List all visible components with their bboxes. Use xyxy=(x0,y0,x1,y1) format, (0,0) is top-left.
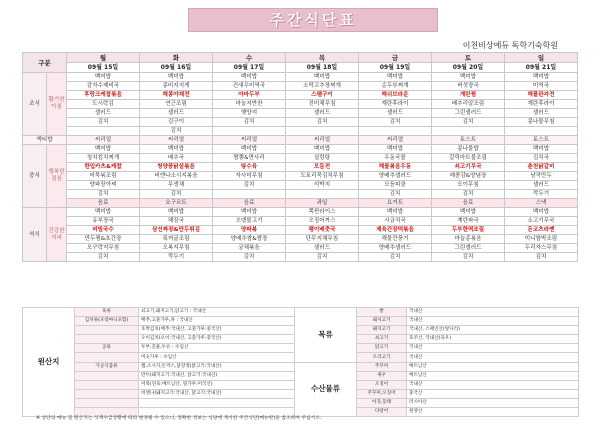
origin-right-key: 오징어 xyxy=(357,380,407,389)
dinner-row xyxy=(23,208,578,217)
menu-cell: 삼선짜장&만두튀김 xyxy=(140,226,213,235)
menu-cell: 백미밥 xyxy=(432,73,505,82)
origin-left-key: 육류 xyxy=(75,308,139,317)
date-header: 09월 21일 xyxy=(505,63,578,73)
menu-cell: 마늘종볶음 xyxy=(432,235,505,244)
lunch-sub-label: 행복한 점심 xyxy=(47,145,67,208)
menu-cell: 샐러드 xyxy=(286,244,359,253)
menu-cell: 후랑크케찹볶음 xyxy=(67,91,140,100)
origin-right-value: 원양산 xyxy=(407,408,579,417)
origin-body xyxy=(23,308,579,417)
origin-left-key xyxy=(75,371,139,380)
breakfast-row xyxy=(23,118,578,127)
menu-cell: 김구이 xyxy=(140,118,213,127)
menu-cell: 청치킴치찌개 xyxy=(67,154,140,163)
menu-cell: 백미밥 xyxy=(67,73,140,82)
menu-cell: 김치 xyxy=(432,253,505,262)
menu-cell: 설렁탕 xyxy=(286,154,359,163)
origin-left-key xyxy=(75,335,139,344)
dinner-row xyxy=(23,226,578,235)
origin-left-value: 쇠고기,돼지고기,닭고기 : 국내산 xyxy=(139,308,295,317)
breakfast-row xyxy=(23,127,578,136)
menu-cell: 백미밥 xyxy=(67,145,140,154)
menu-cell: 김치 xyxy=(286,253,359,262)
menu-cell: 샐러드 xyxy=(67,109,140,118)
date-header: 09월 15일 xyxy=(67,63,140,73)
menu-cell: 양배추쌈&쌈장 xyxy=(213,235,286,244)
day-header: 일 xyxy=(505,53,578,63)
menu-cell: 제육간장떡볶음 xyxy=(359,226,432,235)
menu-cell: 스낵 xyxy=(505,199,578,208)
lunch-drink-row xyxy=(23,199,578,208)
day-header: 화 xyxy=(140,53,213,63)
menu-cell: 김치 xyxy=(286,118,359,127)
menu-cell: 만두찜&초간장 xyxy=(67,235,140,244)
origin-right-label: 목류 xyxy=(295,308,357,363)
menu-cell: 비빔국수 xyxy=(67,226,140,235)
dinner-row xyxy=(23,235,578,244)
menu-cell: 마늘지반찬 xyxy=(213,100,286,109)
origin-right-value: 호주산, 국내산(육우) xyxy=(407,335,579,344)
menu-cell xyxy=(213,190,286,199)
menu-cell: 김치 xyxy=(359,253,432,262)
menu-cell: 샐러드 xyxy=(286,109,359,118)
menu-cell: 음료 xyxy=(213,199,286,208)
menu-cell: 요구르트 xyxy=(140,199,213,208)
menu-cell: 백미밥 xyxy=(505,208,578,217)
lunch-row xyxy=(23,145,578,154)
menu-cell: 백미밥 xyxy=(140,145,213,154)
menu-cell: 양파장아찌 xyxy=(67,181,140,190)
menu-cell: 김치 xyxy=(140,127,213,136)
menu-cell: 햇양지 xyxy=(213,109,286,118)
origin-right-value: 베트남산 xyxy=(407,371,579,380)
menu-cell: 김치 xyxy=(67,118,140,127)
lunch-row xyxy=(23,181,578,190)
menu-cell: 오복지무침 xyxy=(140,244,213,253)
origin-left-value: 두부,콩물,두유 : 수입산 xyxy=(139,344,295,353)
menu-cell: 김치 xyxy=(359,118,432,127)
menu-cell: 김치 xyxy=(213,253,286,262)
menu-cell: 어묵볶조림 xyxy=(67,172,140,181)
day-header: 수 xyxy=(213,53,286,63)
menu-cell: 해물볶음우동 xyxy=(359,163,432,172)
origin-right-key: 오리고기 xyxy=(357,353,407,362)
menu-cell: 콩비지지게 xyxy=(140,82,213,91)
menu-cell: 팽이배춧국 xyxy=(286,226,359,235)
menu-cell: 쪽찐라이스 xyxy=(286,208,359,217)
menu-cell: 배추국 xyxy=(140,154,213,163)
menu-cell: 아마두부 xyxy=(213,91,286,100)
menu-cell: 백미밥 xyxy=(359,145,432,154)
menu-cell: 씨리얼 xyxy=(140,136,213,145)
menu-cell: 콩나물밥 xyxy=(432,145,505,154)
menu-cell: 무생채 xyxy=(140,181,213,190)
menu-cell: 음료 xyxy=(432,199,505,208)
menu-cell: 남작만두 xyxy=(505,172,578,181)
lunch-row xyxy=(23,154,578,163)
menu-cell: 김치 xyxy=(67,190,140,199)
footer-note: ※ 상단의 메뉴 및 원산지는 식재수급상황에 따라 변경될 수 있으니, 정확한 정보는 식당에 게시된 주간식단(메뉴판)을 참조하여 주십시오. xyxy=(36,416,322,421)
menu-cell: 백미밥 xyxy=(213,208,286,217)
menu-cell: 탕수육 xyxy=(213,163,286,172)
menu-cell: 도시락김 xyxy=(67,100,140,109)
origin-row xyxy=(23,308,579,317)
menu-table xyxy=(22,52,578,262)
origin-right-key: 쌀 xyxy=(357,308,407,317)
breakfast-meal-label: 조식 xyxy=(23,73,47,136)
dinner-meal-label: 석식 xyxy=(23,208,47,262)
origin-row xyxy=(23,362,579,371)
menu-cell xyxy=(432,127,505,136)
menu-cell: 건새우미역국 xyxy=(213,82,286,91)
menu-cell: 김치 xyxy=(359,190,432,199)
lunch-row xyxy=(23,163,578,172)
menu-cell: 백미밥 xyxy=(359,73,432,82)
menu-cell: 우동국물 xyxy=(359,154,432,163)
menu-cell: 김치 xyxy=(432,190,505,199)
menu-cell: 계란파국 xyxy=(432,217,505,226)
menu-cell: 양배추샐러드 xyxy=(359,172,432,181)
menu-cell: 그린샐러드 xyxy=(432,109,505,118)
menu-cell: 청양풍닭살볶음 xyxy=(140,163,213,172)
menu-cell: 과일 xyxy=(286,199,359,208)
menu-cell: 깍두기 xyxy=(140,253,213,262)
origin-left-value: 만두(돼지고기:국내산, 닭고기:국내산) xyxy=(139,371,295,380)
menu-cell: 매콤감&양념장 xyxy=(432,172,505,181)
origin-right-key: 돼지고기 xyxy=(357,317,407,326)
menu-cell: 해물완자전 xyxy=(505,91,578,100)
origin-left-key xyxy=(75,398,139,407)
menu-cell: 해장국 xyxy=(140,217,213,226)
menu-cell: 버섯장국 xyxy=(432,82,505,91)
origin-right-key: 주꾸미 xyxy=(357,362,407,371)
menu-cell: 오징어까스 xyxy=(286,217,359,226)
menu-cell: 요거트 xyxy=(359,199,432,208)
extra-meal-label: 엑티밥 xyxy=(23,136,67,145)
menu-cell: 자사미무침 xyxy=(213,172,286,181)
menu-cell: 미역국 xyxy=(505,82,578,91)
origin-right-key: 아귀,동태 xyxy=(357,398,407,407)
menu-cell: 김치 xyxy=(213,181,286,190)
menu-cell: 갈릭마트불조림 xyxy=(432,154,505,163)
menu-cell: 쇠고기무국 xyxy=(432,163,505,172)
page-title: 주간식단표 xyxy=(188,8,438,32)
breakfast-row xyxy=(23,109,578,118)
menu-cell: 모둠전 xyxy=(286,163,359,172)
menu-cell: 한입카츠&케찹 xyxy=(67,163,140,172)
menu-cell: 씨리얼 xyxy=(213,136,286,145)
lunch-row xyxy=(23,172,578,181)
lunch-meal-label: 중식 xyxy=(23,145,47,208)
breakfast-sub-label: 활기찬 아침 xyxy=(47,73,67,136)
menu-cell: 유부장국 xyxy=(67,217,140,226)
breakfast-row xyxy=(23,91,578,100)
menu-cell: 백미밥 xyxy=(67,208,140,217)
menu-cell xyxy=(505,127,578,136)
breakfast-row xyxy=(23,82,578,91)
origin-left-value: 호박김치(배추:국내산, 고춧가루:중국산) xyxy=(139,326,295,335)
menu-cell: 해쉬브라운 xyxy=(359,91,432,100)
origin-left-value: 햄,소시지,돈까스,닭강정(닭고기:국내산) xyxy=(139,362,295,371)
menu-cell: 춘천닭갈비 xyxy=(505,163,578,172)
menu-cell: 오이무침 xyxy=(432,181,505,190)
origin-left-key xyxy=(75,326,139,335)
origin-left-key: 공류 xyxy=(75,344,139,353)
menu-cell: 씨리얼 xyxy=(359,136,432,145)
origin-left-key xyxy=(75,380,139,389)
origin-right-key: 다랑어 xyxy=(357,408,407,417)
menu-cell: 돈코츠라멘 xyxy=(505,226,578,235)
extra-row xyxy=(23,136,578,145)
origin-right-value: 러시아산 xyxy=(407,398,579,407)
day-header-row xyxy=(23,53,578,63)
menu-cell: 양배추샐러드 xyxy=(359,244,432,253)
menu-cell: 감자수제비국 xyxy=(67,82,140,91)
origin-right-label2: 수산물류 xyxy=(295,362,357,417)
menu-cell: 궁채볶음 xyxy=(213,244,286,253)
menu-cell: 백미밥 xyxy=(213,73,286,82)
school-name: 이천비상에듀 독학기숙학원 xyxy=(462,41,558,50)
menu-cell: 콩나물무침 xyxy=(505,118,578,127)
origin-left-key xyxy=(75,353,139,362)
menu-cell: 샐러드 xyxy=(505,109,578,118)
menu-cell: 오뎅불고기 xyxy=(213,217,286,226)
menu-cell: 계란후라이 xyxy=(505,100,578,109)
origin-left-key: 김치류(포장마니포함) xyxy=(75,317,139,326)
menu-cell: 계란후라이 xyxy=(359,100,432,109)
menu-cell: 토스트 xyxy=(505,136,578,145)
menu-cell: 석박지 xyxy=(286,181,359,190)
menu-cell: 백미밥 xyxy=(432,208,505,217)
menu-cell: 김치국 xyxy=(505,154,578,163)
menu-cell xyxy=(286,190,359,199)
menu-cell: 김치 xyxy=(140,190,213,199)
menu-cell: 도토리묵김치무침 xyxy=(286,172,359,181)
menu-cell: 두부한떡조림 xyxy=(432,226,505,235)
date-header-row xyxy=(23,63,578,73)
date-header: 09월 20일 xyxy=(432,63,505,73)
dinner-sub-label: 건강한 저녁 xyxy=(47,208,67,262)
origin-left-value: 어묵(연육:베트남산, 밀가루:미국산) xyxy=(139,380,295,389)
origin-right-value: 베트남산 xyxy=(407,362,579,371)
menu-cell: 씨리얼 xyxy=(67,136,140,145)
breakfast-row xyxy=(23,73,578,82)
date-header: 09월 18일 xyxy=(286,63,359,73)
menu-cell: 김치 xyxy=(505,253,578,262)
menu-cell: 씨리얼 xyxy=(286,136,359,145)
menu-cell xyxy=(67,127,140,136)
origin-right-key: 쇠고기 xyxy=(357,335,407,344)
date-header: 09월 17일 xyxy=(213,63,286,73)
menu-cell: 김치 xyxy=(67,253,140,262)
origin-right-value: 국내산 xyxy=(407,317,579,326)
menu-cell xyxy=(359,127,432,136)
menu-cell: 순두부찌개 xyxy=(359,82,432,91)
lunch-row xyxy=(23,190,578,199)
menu-cell: 미니함박조림 xyxy=(505,235,578,244)
origin-left-value xyxy=(139,398,295,407)
origin-table xyxy=(22,307,579,417)
day-header: 금 xyxy=(359,53,432,63)
menu-cell: 오구락지무침 xyxy=(67,244,140,253)
menu-cell: 폭꺼굴조림 xyxy=(140,235,213,244)
origin-left-key: 가공식품류 xyxy=(75,362,139,371)
origin-left-value: 배추,고춧가루,파 : 국내산 xyxy=(139,317,295,326)
origin-right-value: 국내산 xyxy=(407,380,579,389)
menu-cell: 백미밥 xyxy=(213,145,286,154)
menu-cell: 비엔나소시지볶음 xyxy=(140,172,213,181)
menu-cell: 양파볶 xyxy=(213,226,286,235)
origin-left-key xyxy=(75,389,139,398)
menu-cell: 해물깐풍기 xyxy=(359,235,432,244)
origin-left-value: 오이김치(오이:국내산, 고춧가루:중국산) xyxy=(139,335,295,344)
date-header: 09월 16일 xyxy=(140,63,213,73)
breakfast-row xyxy=(23,100,578,109)
menu-cell xyxy=(286,127,359,136)
origin-left-value: 미숫가루 : 수입산 xyxy=(139,353,295,362)
origin-right-key: 닭고기 xyxy=(357,344,407,353)
menu-cell: 샐러드 xyxy=(505,181,578,190)
menu-cell: 베추리알조림 xyxy=(432,100,505,109)
origin-right-value: 국내산 xyxy=(407,353,579,362)
dinner-row xyxy=(23,217,578,226)
menu-cell: 연근조림 xyxy=(140,100,213,109)
menu-body xyxy=(23,73,578,262)
menu-cell: 백미밥 xyxy=(286,145,359,154)
menu-cell: 샐러드 xyxy=(359,109,432,118)
day-header: 토 xyxy=(432,53,505,63)
menu-cell: 샐러드 xyxy=(140,109,213,118)
menu-cell: 백미밥 xyxy=(140,208,213,217)
menu-cell: 계란찜 xyxy=(432,91,505,100)
origin-label: 원산지 xyxy=(23,308,75,417)
menu-cell: 진미채무침 xyxy=(286,100,359,109)
menu-cell: 백미밥 xyxy=(286,73,359,82)
origin-right-value: 국내산, 스페인산(앞다리) xyxy=(407,326,579,335)
menu-cell: 해콩야채전 xyxy=(140,91,213,100)
menu-cell: 토스트 xyxy=(432,136,505,145)
menu-cell: 단무지채무침 xyxy=(286,235,359,244)
menu-cell: 백미밥 xyxy=(359,208,432,217)
menu-cell: 백미밥 xyxy=(505,73,578,82)
origin-right-key: 새우 xyxy=(357,371,407,380)
menu-cell: 백미밥 xyxy=(140,73,213,82)
origin-right-value: 국내산 xyxy=(407,308,579,317)
menu-cell xyxy=(213,127,286,136)
day-header: 월 xyxy=(67,53,140,63)
origin-left-value: 비엔나(돼지고기:국내산, 닭고기:국내산) xyxy=(139,389,295,398)
menu-cell: 김치 xyxy=(432,118,505,127)
menu-cell: 깍두기 xyxy=(505,190,578,199)
menu-cell: 김치 xyxy=(213,118,286,127)
menu-cell: 음료 xyxy=(67,199,140,208)
origin-right-value: 국내산 xyxy=(407,344,579,353)
menu-cell: 스팸구이 xyxy=(286,91,359,100)
origin-right-key: 돼지고기 xyxy=(357,326,407,335)
dinner-row xyxy=(23,253,578,262)
menu-cell: 소고기무국 xyxy=(505,217,578,226)
menu-cell: 소떡고추장찌개 xyxy=(286,82,359,91)
dinner-row xyxy=(23,244,578,253)
menu-cell: 시금치국 xyxy=(359,217,432,226)
menu-cell: 두리자스무침 xyxy=(505,244,578,253)
menu-cell: 백미밥 xyxy=(505,145,578,154)
origin-right-value: 중국산 xyxy=(407,389,579,398)
menu-cell: 모듬피클 xyxy=(359,181,432,190)
date-header: 09월 19일 xyxy=(359,63,432,73)
menu-cell: 그린샐러드 xyxy=(432,244,505,253)
day-header: 목 xyxy=(286,53,359,63)
menu-cell: 짬뽕&면사리 xyxy=(213,154,286,163)
gugun-header: 구분 xyxy=(23,53,67,73)
origin-right-key: 주꾸미,오징어 xyxy=(357,389,407,398)
